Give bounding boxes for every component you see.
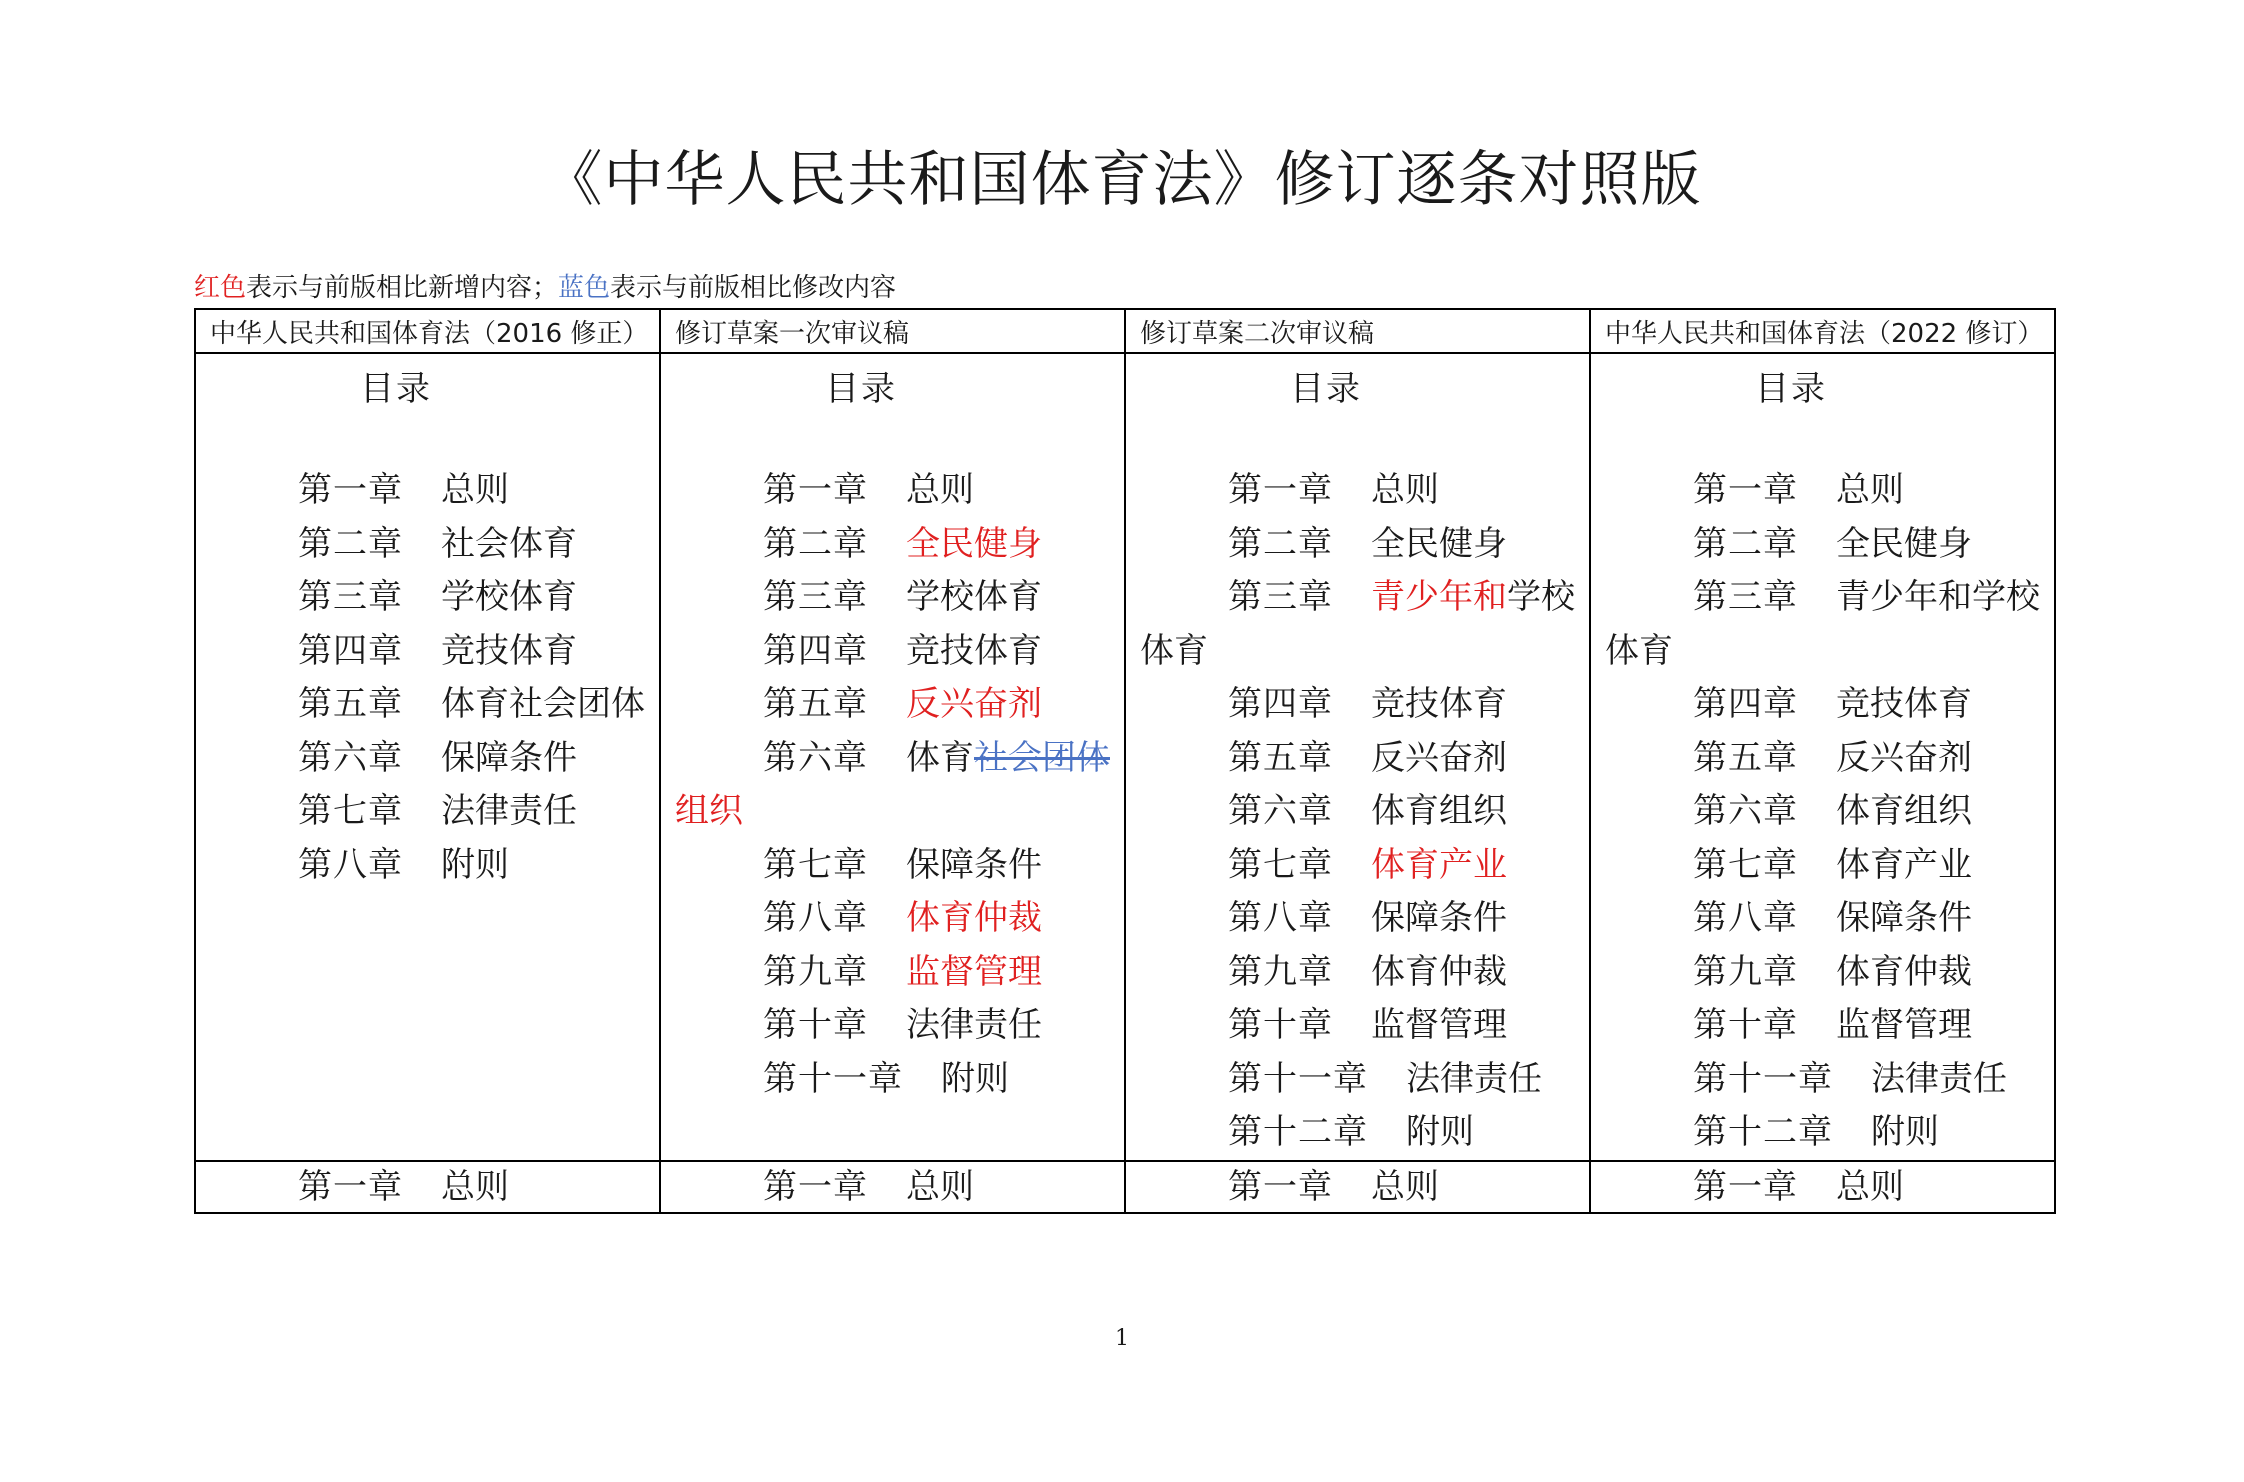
toc-item: 第四章 竞技体育 [298,630,577,671]
toc-cell-2022 [1590,353,2055,1161]
toc-item: 第三章 青少年和学校 [1228,577,1575,617]
toc-item: 第三章 学校体育 [763,577,1042,617]
color-legend [194,270,896,306]
toc-item: 第三章 青少年和学校 [1693,577,2040,617]
toc-item: 第十章 监督管理 [1228,1005,1507,1045]
toc-item: 第九章 体育仲裁 [1693,951,1972,992]
toc-item: 第四章 竞技体育 [1228,684,1507,724]
toc-item: 第五章 反兴奋剂 [1228,737,1507,778]
toc-item: 第八章 附则 [298,844,509,885]
legend-blue-word: 蓝色 [558,273,611,303]
toc-item: 第九章 体育仲裁 [1228,951,1507,992]
toc-item-wrap [675,785,1124,839]
toc-row [195,353,2055,1161]
table-header-row [195,309,2055,353]
toc-item: 第一章 总则 [298,470,509,510]
comparison-table [194,308,2056,1214]
legend-red-word: 红色 [194,273,247,303]
toc-item: 第一章 总则 [1228,470,1439,510]
toc-item: 第二章 全民健身 [763,523,1042,564]
toc-item: 第一章 总则 [763,470,974,510]
chapter-cell-draft1: 第一章 总则 [660,1161,1125,1213]
toc-item: 第七章 体育产业 [1228,844,1507,885]
toc-cell-2016 [195,353,660,1161]
added-text: 青少年和 [1371,577,1507,617]
column-header-2022: 中华人民共和国体育法（2022 修订） [1590,309,2055,353]
toc-heading: 目录 [360,369,432,409]
chapter-cell-2022: 第一章 总则 [1590,1161,2055,1213]
column-header-draft1: 修订草案一次审议稿 [660,309,1125,353]
toc-item: 第十章 法律责任 [763,1005,1042,1045]
toc-item: 第七章 保障条件 [763,844,1042,885]
legend-blue-text: 表示与前版相比修改内容 [610,273,897,303]
toc-item: 第五章 反兴奋剂 [763,684,1042,724]
column-header-2016: 中华人民共和国体育法（2016 修正） [195,309,660,353]
toc-item: 第五章 反兴奋剂 [1693,737,1972,778]
toc-item: 第三章 学校体育 [298,577,577,617]
toc-item: 第九章 监督管理 [763,951,1042,992]
toc-item: 第四章 竞技体育 [1693,684,1972,724]
toc-item: 第八章 体育仲裁 [763,898,1042,938]
toc-cell-draft1 [660,353,1125,1161]
toc-item-wrap: 体育 [1140,630,1208,671]
toc-cell-draft2 [1125,353,1590,1161]
toc-item: 第一章 总则 [1693,470,1904,510]
chapter-cell-2016: 第一章 总则 [195,1161,660,1213]
toc-item: 第六章 保障条件 [298,737,577,778]
toc-item: 第十一章 法律责任 [1693,1058,2007,1099]
toc-item: 第十章 监督管理 [1693,1005,1972,1045]
toc-item: 第六章 体育组织 [1693,791,1972,831]
toc-item: 第七章 体育产业 [1693,844,1972,885]
toc-heading: 目录 [1755,369,1827,409]
legend-red-text: 表示与前版相比新增内容； [246,273,559,303]
toc-item: 第五章 体育社会团体 [298,684,645,724]
added-text: 组织 [675,791,743,831]
toc-item: 第十二章 附则 [1228,1112,1474,1152]
toc-item: 第二章 社会体育 [298,523,577,564]
toc-item: 第二章 全民健身 [1693,523,1972,564]
toc-item: 第六章 体育组织 [1228,791,1507,831]
toc-item: 第八章 保障条件 [1693,898,1972,938]
toc-heading: 目录 [825,369,897,409]
toc-item: 第十一章 附则 [763,1058,1009,1099]
column-header-draft2: 修订草案二次审议稿 [1125,309,1590,353]
chapter-row [195,1161,2055,1213]
toc-item: 第六章 体育社会团体 [763,737,1110,778]
toc-item: 第八章 保障条件 [1228,898,1507,938]
toc-item-wrap: 体育 [1605,630,1673,671]
toc-item: 第二章 全民健身 [1228,523,1507,564]
deleted-text: 社会团体 [974,737,1110,778]
toc-item: 第七章 法律责任 [298,791,577,831]
toc-item: 第十一章 法律责任 [1228,1058,1542,1099]
toc-heading: 目录 [1290,369,1362,409]
page-number: 1 [1115,1326,1129,1351]
page-title: 《中华人民共和国体育法》修订逐条对照版 [542,145,1702,215]
toc-item: 第四章 竞技体育 [763,630,1042,671]
toc-item: 第十二章 附则 [1693,1112,1939,1152]
chapter-cell-draft2: 第一章 总则 [1125,1161,1590,1213]
